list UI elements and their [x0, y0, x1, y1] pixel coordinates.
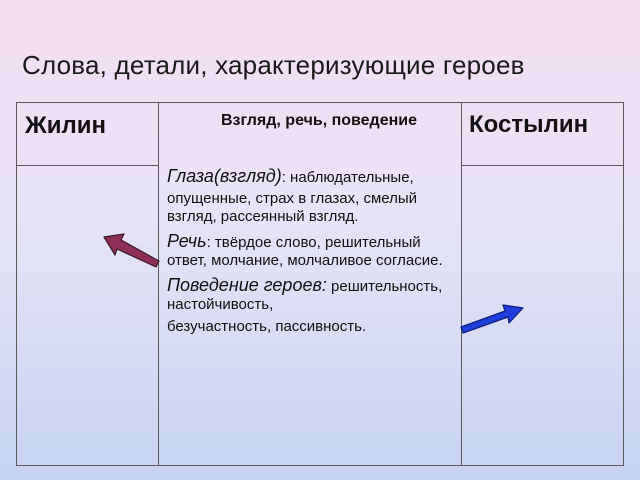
column-divider-2 [461, 103, 462, 465]
header-zhilin: Жилин [25, 112, 106, 139]
behavior-sep: : [321, 275, 327, 295]
details-cell [167, 167, 457, 342]
speech-line [167, 232, 457, 270]
behavior-line [167, 276, 457, 314]
speech-text: : твёрдое слово, решительный ответ, молчание, молчаливое согласие. [167, 234, 443, 269]
header-divider-right [461, 165, 624, 166]
arrow-left-icon [100, 230, 162, 270]
eyes-text-2: опущенные, страх в глазах, смелый взгляд, рассеянный взгляд. [167, 190, 418, 225]
slide-title: Слова, детали, характеризующие героев [22, 50, 525, 80]
behavior-text-2: безучастность, пассивность. [167, 318, 367, 335]
eyes-sep: : [281, 169, 286, 186]
behavior-term: Поведение героев [167, 275, 322, 295]
header-traits: Взгляд, речь, поведение [220, 112, 418, 129]
header-kostylin: Костылин [469, 111, 589, 138]
eyes-line [167, 167, 457, 187]
behavior-text-1: решительность, настойчивость, [167, 278, 443, 313]
column-divider-1 [158, 103, 159, 465]
header-divider-left [17, 165, 158, 166]
arrow-right-icon [458, 302, 528, 342]
speech-term: Речь [167, 231, 207, 251]
characters-table [16, 102, 624, 466]
eyes-text-1: наблюдательные, [285, 169, 414, 186]
eyes-term: Глаза(взгляд) [167, 166, 282, 186]
